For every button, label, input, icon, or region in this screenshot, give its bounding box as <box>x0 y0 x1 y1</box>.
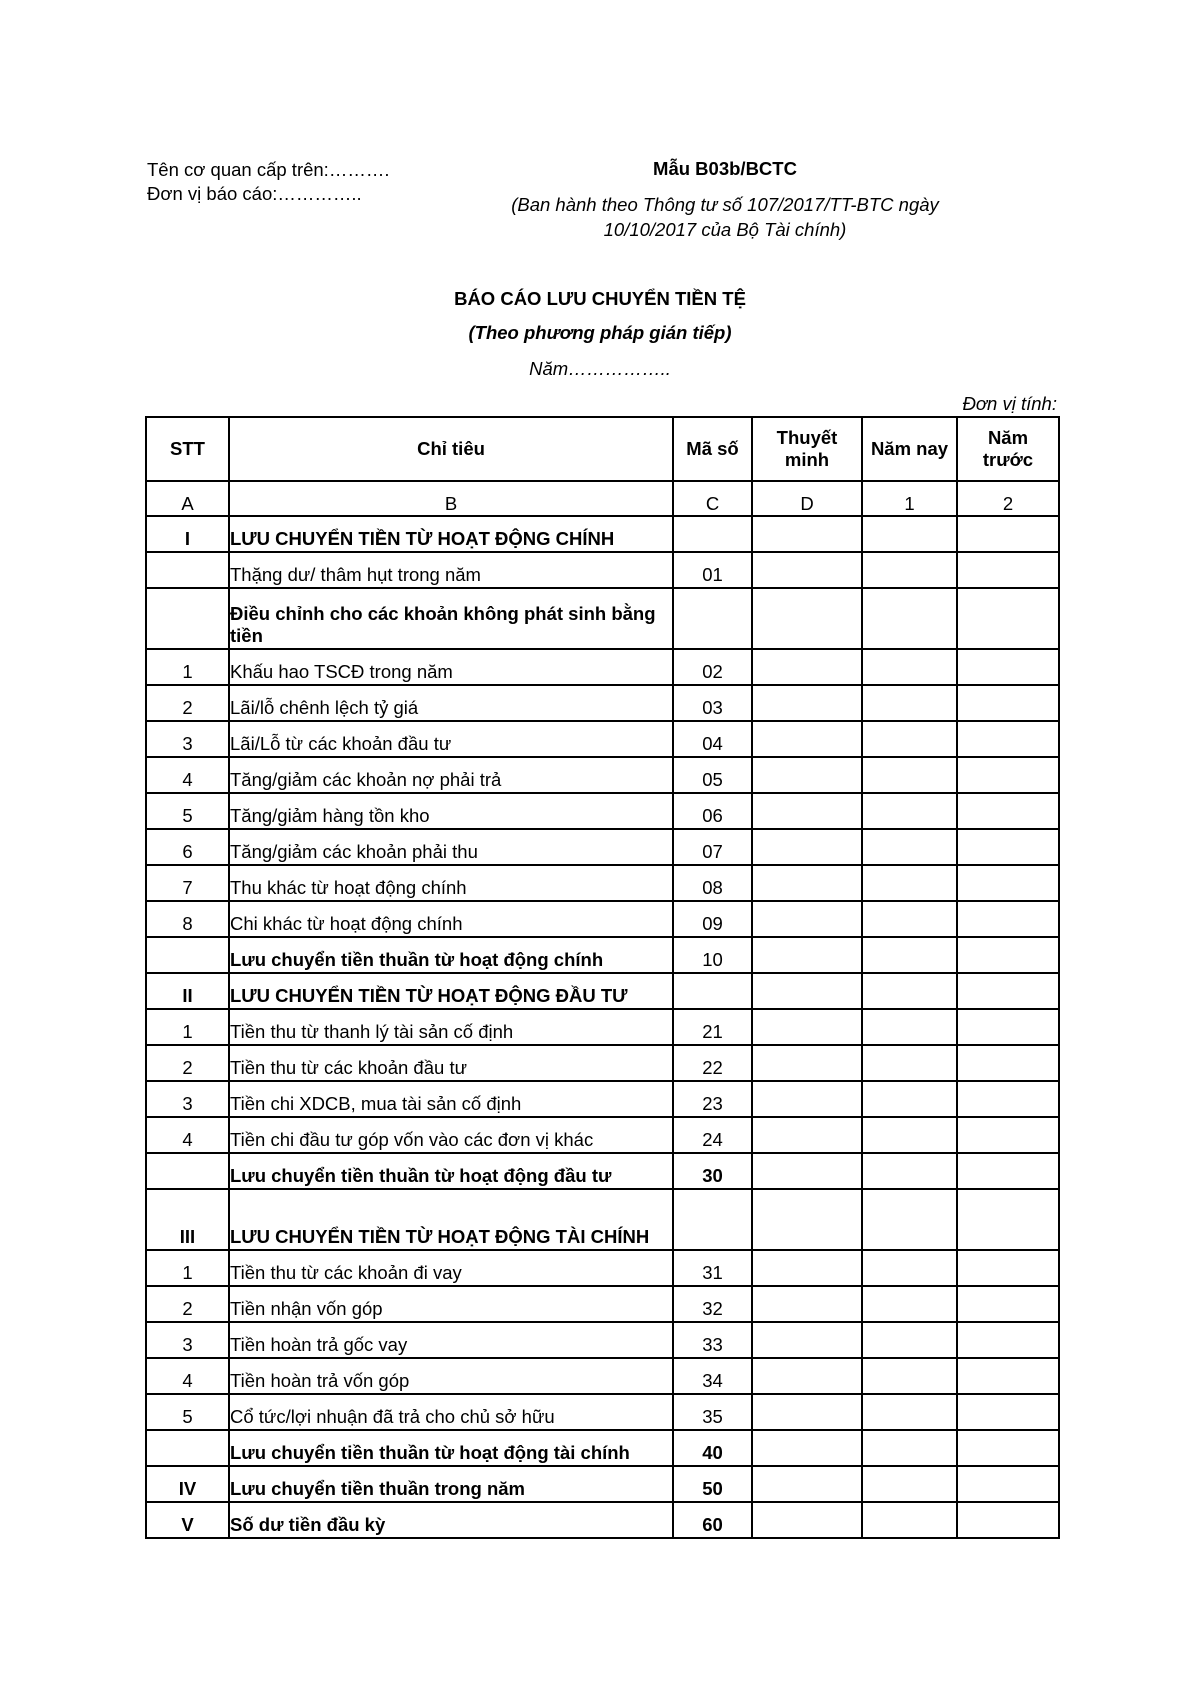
table-row <box>146 1286 1059 1322</box>
table-row <box>146 1250 1059 1286</box>
row-current-year-cell <box>862 588 957 649</box>
table-row <box>146 1153 1059 1189</box>
row-code: 35 <box>673 1394 752 1430</box>
row-current-year-cell <box>862 1430 957 1466</box>
row-prev-year-cell <box>957 1466 1059 1502</box>
row-note-cell <box>752 1153 862 1189</box>
row-prev-year-cell <box>957 588 1059 649</box>
row-indicator-name: LƯU CHUYỂN TIỀN TỪ HOẠT ĐỘNG ĐẦU TƯ <box>229 973 673 1009</box>
row-code: 08 <box>673 865 752 901</box>
unit-label: Đơn vị tính: <box>962 393 1057 414</box>
row-prev-year-cell <box>957 1358 1059 1394</box>
row-current-year-cell <box>862 973 957 1009</box>
row-note-cell <box>752 1394 862 1430</box>
table-row <box>146 1189 1059 1250</box>
row-current-year-cell <box>862 829 957 865</box>
row-prev-year-cell <box>957 1153 1059 1189</box>
letter-cell: A <box>146 481 229 516</box>
row-stt: 3 <box>146 1322 229 1358</box>
row-prev-year-cell <box>957 516 1059 552</box>
row-code <box>673 588 752 649</box>
row-code: 60 <box>673 1502 752 1538</box>
table-row <box>146 937 1059 973</box>
table-row <box>146 1430 1059 1466</box>
row-stt: III <box>146 1189 229 1250</box>
row-note-cell <box>752 516 862 552</box>
row-prev-year-cell <box>957 1009 1059 1045</box>
table-body <box>146 481 1059 1538</box>
row-current-year-cell <box>862 1189 957 1250</box>
cash-flow-table <box>145 416 1060 1539</box>
col-header-prev-year <box>957 417 1059 481</box>
row-current-year-cell <box>862 901 957 937</box>
row-prev-year-cell <box>957 649 1059 685</box>
row-stt: 7 <box>146 865 229 901</box>
row-indicator-name: Chi khác từ hoạt động chính <box>229 901 673 937</box>
row-current-year-cell <box>862 865 957 901</box>
decree-line-1: (Ban hành theo Thông tư số 107/2017/TT-BTC ngày <box>511 194 939 215</box>
row-stt: 6 <box>146 829 229 865</box>
row-code: 01 <box>673 552 752 588</box>
row-indicator-name: Lưu chuyển tiền thuần từ hoạt động đầu tư <box>229 1153 673 1189</box>
row-indicator-name: Thu khác từ hoạt động chính <box>229 865 673 901</box>
row-indicator-name: LƯU CHUYỂN TIỀN TỪ HOẠT ĐỘNG CHÍNH <box>229 516 673 552</box>
row-indicator-name: Tiền nhận vốn góp <box>229 1286 673 1322</box>
row-note-cell <box>752 1189 862 1250</box>
row-current-year-cell <box>862 1045 957 1081</box>
row-code: 05 <box>673 757 752 793</box>
row-current-year-cell <box>862 721 957 757</box>
row-stt: 5 <box>146 1394 229 1430</box>
table-row <box>146 973 1059 1009</box>
row-current-year-cell <box>862 552 957 588</box>
row-note-cell <box>752 793 862 829</box>
row-note-cell <box>752 552 862 588</box>
row-code: 34 <box>673 1358 752 1394</box>
row-code <box>673 516 752 552</box>
row-stt <box>146 1430 229 1466</box>
column-letter-row <box>146 481 1059 516</box>
table-row <box>146 588 1059 649</box>
col-header-prev-line-1: Năm <box>987 427 1029 448</box>
row-code: 02 <box>673 649 752 685</box>
row-stt: IV <box>146 1466 229 1502</box>
row-stt: I <box>146 516 229 552</box>
row-indicator-name: LƯU CHUYỂN TIỀN TỪ HOẠT ĐỘNG TÀI CHÍNH <box>229 1189 673 1250</box>
row-code: 10 <box>673 937 752 973</box>
row-stt: 2 <box>146 1045 229 1081</box>
row-note-cell <box>752 1081 862 1117</box>
row-indicator-name: Tiền hoàn trả gốc vay <box>229 1322 673 1358</box>
row-prev-year-cell <box>957 829 1059 865</box>
row-indicator-name: Cổ tức/lợi nhuận đã trả cho chủ sở hữu <box>229 1394 673 1430</box>
table-row <box>146 1045 1059 1081</box>
row-code: 32 <box>673 1286 752 1322</box>
row-note-cell <box>752 1045 862 1081</box>
row-prev-year-cell <box>957 901 1059 937</box>
row-stt: II <box>146 973 229 1009</box>
letter-cell: C <box>673 481 752 516</box>
row-code: 40 <box>673 1430 752 1466</box>
row-current-year-cell <box>862 1358 957 1394</box>
row-stt: 2 <box>146 685 229 721</box>
row-note-cell <box>752 829 862 865</box>
row-current-year-cell <box>862 1286 957 1322</box>
row-indicator-name: Tăng/giảm các khoản phải thu <box>229 829 673 865</box>
row-current-year-cell <box>862 1502 957 1538</box>
row-stt <box>146 937 229 973</box>
col-header-name: Chỉ tiêu <box>229 417 673 481</box>
row-current-year-cell <box>862 1466 957 1502</box>
row-code: 50 <box>673 1466 752 1502</box>
row-code: 31 <box>673 1250 752 1286</box>
row-stt <box>146 588 229 649</box>
report-subtitle: (Theo phương pháp gián tiếp) <box>468 322 732 343</box>
row-current-year-cell <box>862 516 957 552</box>
table-row <box>146 901 1059 937</box>
row-stt: 5 <box>146 793 229 829</box>
row-indicator-name: Tiền chi đầu tư góp vốn vào các đơn vị khác <box>229 1117 673 1153</box>
row-prev-year-cell <box>957 793 1059 829</box>
row-prev-year-cell <box>957 937 1059 973</box>
row-note-cell <box>752 1502 862 1538</box>
row-prev-year-cell <box>957 1394 1059 1430</box>
row-code: 21 <box>673 1009 752 1045</box>
row-stt: 4 <box>146 1358 229 1394</box>
row-prev-year-cell <box>957 1250 1059 1286</box>
row-note-cell <box>752 757 862 793</box>
row-current-year-cell <box>862 937 957 973</box>
row-stt: 3 <box>146 1081 229 1117</box>
row-indicator-name: Lưu chuyển tiền thuần từ hoạt động chính <box>229 937 673 973</box>
row-note-cell <box>752 721 862 757</box>
row-note-cell <box>752 901 862 937</box>
row-note-cell <box>752 1117 862 1153</box>
row-note-cell <box>752 1286 862 1322</box>
row-indicator-name: Tiền thu từ các khoản đi vay <box>229 1250 673 1286</box>
row-indicator-name: Tăng/giảm các khoản nợ phải trả <box>229 757 673 793</box>
row-stt <box>146 1153 229 1189</box>
row-current-year-cell <box>862 649 957 685</box>
row-prev-year-cell <box>957 1502 1059 1538</box>
row-indicator-name: Lưu chuyển tiền thuần từ hoạt động tài chính <box>229 1430 673 1466</box>
parent-agency-line: Tên cơ quan cấp trên:………. <box>147 159 390 180</box>
row-note-cell <box>752 1430 862 1466</box>
row-code: 03 <box>673 685 752 721</box>
row-current-year-cell <box>862 1081 957 1117</box>
row-code <box>673 1189 752 1250</box>
row-code: 09 <box>673 901 752 937</box>
row-code <box>673 973 752 1009</box>
row-stt: 1 <box>146 649 229 685</box>
row-code: 23 <box>673 1081 752 1117</box>
row-note-cell <box>752 1466 862 1502</box>
table-row <box>146 1009 1059 1045</box>
row-prev-year-cell <box>957 865 1059 901</box>
row-stt: 8 <box>146 901 229 937</box>
row-code: 30 <box>673 1153 752 1189</box>
table-row <box>146 552 1059 588</box>
row-indicator-name: Tăng/giảm hàng tồn kho <box>229 793 673 829</box>
row-stt <box>146 552 229 588</box>
row-note-cell <box>752 1322 862 1358</box>
table-row <box>146 1322 1059 1358</box>
row-note-cell <box>752 649 862 685</box>
row-indicator-name: Thặng dư/ thâm hụt trong năm <box>229 552 673 588</box>
table-header-row <box>146 417 1059 481</box>
table-row <box>146 721 1059 757</box>
row-stt: 1 <box>146 1250 229 1286</box>
row-current-year-cell <box>862 1117 957 1153</box>
row-note-cell <box>752 937 862 973</box>
col-header-note-line-1: Thuyết <box>776 427 838 448</box>
row-note-cell <box>752 1358 862 1394</box>
row-note-cell <box>752 588 862 649</box>
table-row <box>146 685 1059 721</box>
row-indicator-name: Lãi/lỗ chênh lệch tỷ giá <box>229 685 673 721</box>
row-prev-year-cell <box>957 1081 1059 1117</box>
table-row <box>146 516 1059 552</box>
row-code: 24 <box>673 1117 752 1153</box>
row-current-year-cell <box>862 793 957 829</box>
row-stt: 2 <box>146 1286 229 1322</box>
letter-cell: 1 <box>862 481 957 516</box>
letter-cell: B <box>229 481 673 516</box>
row-code: 06 <box>673 793 752 829</box>
report-title: BÁO CÁO LƯU CHUYỂN TIỀN TỆ <box>454 288 746 309</box>
row-note-cell <box>752 1009 862 1045</box>
row-stt: 1 <box>146 1009 229 1045</box>
row-current-year-cell <box>862 757 957 793</box>
report-year: Năm…………….. <box>529 358 671 379</box>
reporting-unit-line: Đơn vị báo cáo:………….. <box>147 183 362 204</box>
row-prev-year-cell <box>957 552 1059 588</box>
row-current-year-cell <box>862 1250 957 1286</box>
row-indicator-name: Tiền chi XDCB, mua tài sản cố định <box>229 1081 673 1117</box>
table-row <box>146 1117 1059 1153</box>
row-prev-year-cell <box>957 721 1059 757</box>
row-note-cell <box>752 865 862 901</box>
letter-cell: D <box>752 481 862 516</box>
row-code: 22 <box>673 1045 752 1081</box>
row-prev-year-cell <box>957 1322 1059 1358</box>
table-row <box>146 1358 1059 1394</box>
row-stt: 3 <box>146 721 229 757</box>
row-stt: 4 <box>146 1117 229 1153</box>
row-note-cell <box>752 973 862 1009</box>
letter-cell: 2 <box>957 481 1059 516</box>
table-row <box>146 649 1059 685</box>
table-row <box>146 829 1059 865</box>
table-row <box>146 1502 1059 1538</box>
row-prev-year-cell <box>957 973 1059 1009</box>
row-prev-year-cell <box>957 1117 1059 1153</box>
table-row <box>146 865 1059 901</box>
decree-line-2: 10/10/2017 của Bộ Tài chính) <box>603 219 847 240</box>
row-note-cell <box>752 1250 862 1286</box>
row-stt: 4 <box>146 757 229 793</box>
col-header-current-year: Năm nay <box>862 417 957 481</box>
row-indicator-name: Điều chỉnh cho các khoản không phát sinh bằng tiền <box>229 588 673 649</box>
row-code: 04 <box>673 721 752 757</box>
decree-reference <box>470 192 980 242</box>
row-code: 33 <box>673 1322 752 1358</box>
row-indicator-name: Tiền thu từ các khoản đầu tư <box>229 1045 673 1081</box>
col-header-note-line-2: minh <box>784 449 830 470</box>
row-current-year-cell <box>862 1394 957 1430</box>
row-indicator-name: Lãi/Lỗ từ các khoản đầu tư <box>229 721 673 757</box>
row-indicator-name: Tiền hoàn trả vốn góp <box>229 1358 673 1394</box>
row-prev-year-cell <box>957 1045 1059 1081</box>
table-row <box>146 1466 1059 1502</box>
row-indicator-name: Lưu chuyển tiền thuần trong năm <box>229 1466 673 1502</box>
col-header-code: Mã số <box>673 417 752 481</box>
col-header-prev-line-2: trước <box>982 449 1034 470</box>
row-note-cell <box>752 685 862 721</box>
row-prev-year-cell <box>957 1430 1059 1466</box>
col-header-stt: STT <box>146 417 229 481</box>
header-left <box>147 158 389 206</box>
row-prev-year-cell <box>957 685 1059 721</box>
table-row <box>146 757 1059 793</box>
row-indicator-name: Tiền thu từ thanh lý tài sản cố định <box>229 1009 673 1045</box>
row-indicator-name: Số dư tiền đầu kỳ <box>229 1502 673 1538</box>
row-prev-year-cell <box>957 757 1059 793</box>
table-row <box>146 1394 1059 1430</box>
row-prev-year-cell <box>957 1286 1059 1322</box>
row-prev-year-cell <box>957 1189 1059 1250</box>
row-code: 07 <box>673 829 752 865</box>
row-current-year-cell <box>862 1009 957 1045</box>
table-row <box>146 1081 1059 1117</box>
table-row <box>146 793 1059 829</box>
col-header-note <box>752 417 862 481</box>
row-current-year-cell <box>862 685 957 721</box>
row-current-year-cell <box>862 1153 957 1189</box>
form-code: Mẫu B03b/BCTC <box>653 158 797 179</box>
row-indicator-name: Khấu hao TSCĐ trong năm <box>229 649 673 685</box>
row-current-year-cell <box>862 1322 957 1358</box>
row-stt: V <box>146 1502 229 1538</box>
